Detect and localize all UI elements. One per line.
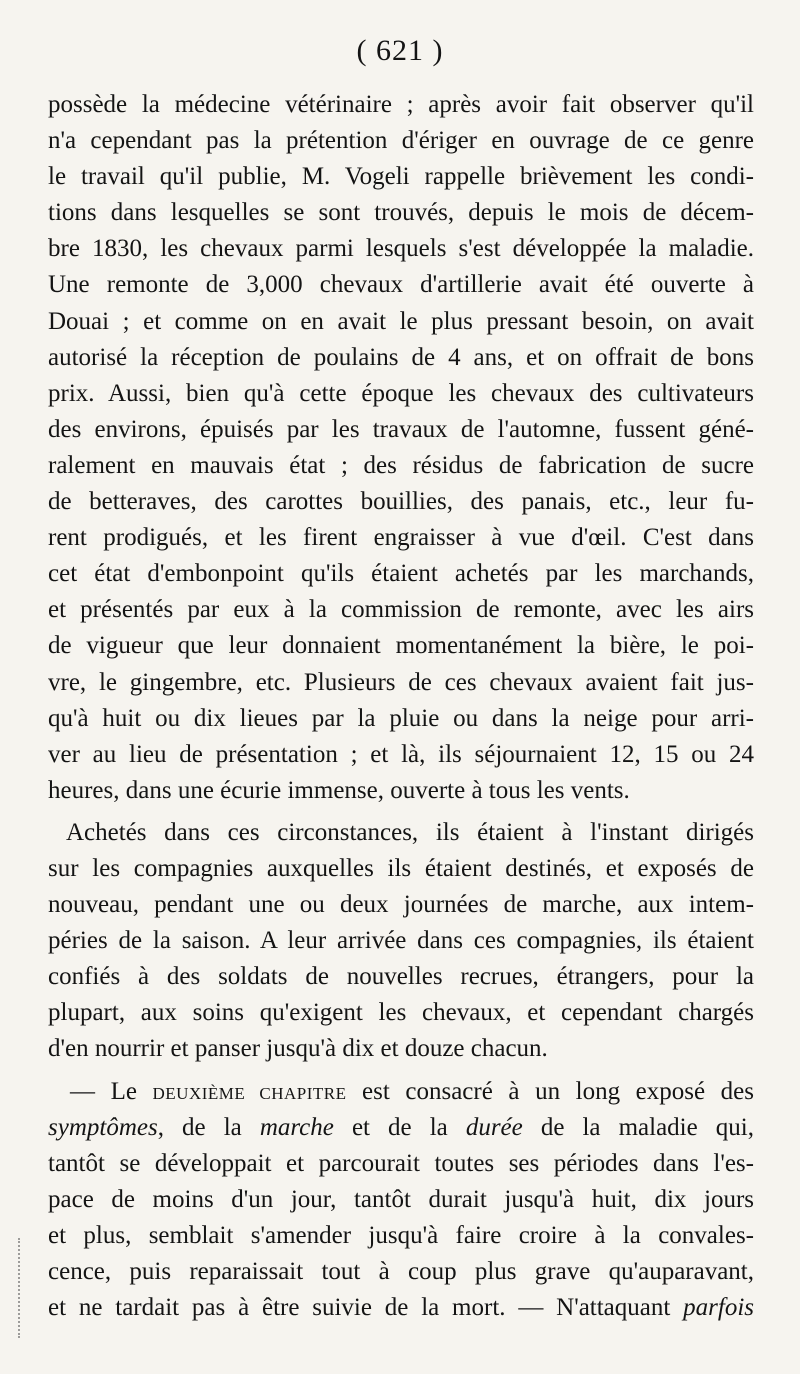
chapter-heading-smallcaps: DEUXIÈME CHAPITRE xyxy=(152,1083,347,1103)
text-line: nouveau, pendant une ou deux journées de marche, aux intem- xyxy=(48,891,754,919)
text-line: de vigueur que leur donnaient momentanément la bière, le poi- xyxy=(48,632,754,660)
italic-term: parfois xyxy=(683,1294,754,1322)
binding-margin-mark xyxy=(18,1238,32,1338)
text-line xyxy=(48,1110,754,1146)
text-fragment: , de la xyxy=(157,1113,260,1141)
text-line: qu'à huit ou dix lieues par la pluie ou dans la neige pour arri- xyxy=(48,704,754,732)
page-number: ( 621 ) xyxy=(356,34,444,67)
text-line: ver au lieu de présentation ; et là, ils séjournaient 12, 15 ou 24 xyxy=(48,740,754,768)
text-line: Douai ; et comme on en avait le plus pressant besoin, on avait xyxy=(48,307,754,335)
text-line: sur les compagnies auxquelles ils étaient destinés, et exposés de xyxy=(48,854,754,882)
text-line: heures, dans une écurie immense, ouverte à tous les vents. xyxy=(48,776,630,804)
text-line: tantôt se développait et parcourait toutes ses périodes dans l'es- xyxy=(48,1149,754,1177)
text-line: n'a cependant pas la prétention d'ériger en ouvrage de ce genre xyxy=(48,127,754,155)
text-line: Une remonte de 3,000 chevaux d'artillerie avait été ouverte à xyxy=(48,271,754,299)
text-line: de betteraves, des carottes bouillies, des panais, etc., leur fu- xyxy=(48,488,754,516)
text-line: autorisé la réception de poulains de 4 ans, et on offrait de bons xyxy=(48,343,754,371)
text-line: d'en nourrir et panser jusqu'à dix et douze chacun. xyxy=(48,1035,548,1063)
text-line: vre, le gingembre, etc. Plusieurs de ces chevaux avaient fait jus- xyxy=(48,668,754,696)
italic-term: symptômes xyxy=(48,1113,158,1141)
text-line: péries de la saison. A leur arrivée dans ces compagnies, ils étaient xyxy=(48,927,754,955)
text-fragment: et ne tardait pas à être suivie de la mort. — N'attaquant xyxy=(48,1294,684,1322)
text-line: tions dans lesquelles se sont trouvés, depuis le mois de décem- xyxy=(48,199,754,227)
italic-term: marche xyxy=(259,1113,334,1141)
text-line: et présentés par eux à la commission de remonte, avec les airs xyxy=(48,596,754,624)
page-text xyxy=(48,87,754,1326)
text-line: bre 1830, les chevaux parmi lesquels s'est développée la maladie. xyxy=(48,235,754,263)
text-line: confiés à des soldats de nouvelles recrues, étrangers, pour la xyxy=(48,963,754,991)
text-line: le travail qu'il publie, M. Vogeli rappelle brièvement les condi- xyxy=(48,163,754,191)
text-line: pace de moins d'un jour, tantôt durait jusqu'à huit, dix jours xyxy=(48,1185,754,1213)
text-line: ralement en mauvais état ; des résidus de fabrication de sucre xyxy=(48,451,754,479)
dash-lead: — Le xyxy=(70,1077,153,1105)
text-line: possède la médecine vétérinaire ; après avoir fait observer qu'il xyxy=(48,91,754,118)
text-fragment: de la maladie qui, xyxy=(522,1113,754,1141)
text-line xyxy=(48,1290,754,1326)
text-line: Achetés dans ces circonstances, ils étaient à l'instant dirigés xyxy=(66,818,754,846)
text-line: et plus, semblait s'amender jusqu'à faire croire à la convales- xyxy=(48,1221,754,1249)
text-line: cet état d'embonpoint qu'ils étaient achetés par les marchands, xyxy=(48,560,754,588)
text-line: rent prodigués, et les firent engraisser à vue d'œil. C'est dans xyxy=(48,524,754,552)
text-line: des environs, épuisés par les travaux de l'automne, fussent géné- xyxy=(48,415,754,443)
text-line: cence, puis reparaissait tout à coup plus grave qu'auparavant, xyxy=(48,1258,754,1285)
chapter-line-rest: est consacré à un long exposé des xyxy=(346,1077,754,1105)
text-fragment: et de la xyxy=(333,1113,466,1141)
chapter-line xyxy=(48,1074,754,1110)
text-line: prix. Aussi, bien qu'à cette époque les chevaux des cultivateurs xyxy=(48,379,754,407)
italic-term: durée xyxy=(465,1113,523,1141)
text-line: plupart, aux soins qu'exigent les chevaux, et cependant chargés xyxy=(48,999,754,1027)
